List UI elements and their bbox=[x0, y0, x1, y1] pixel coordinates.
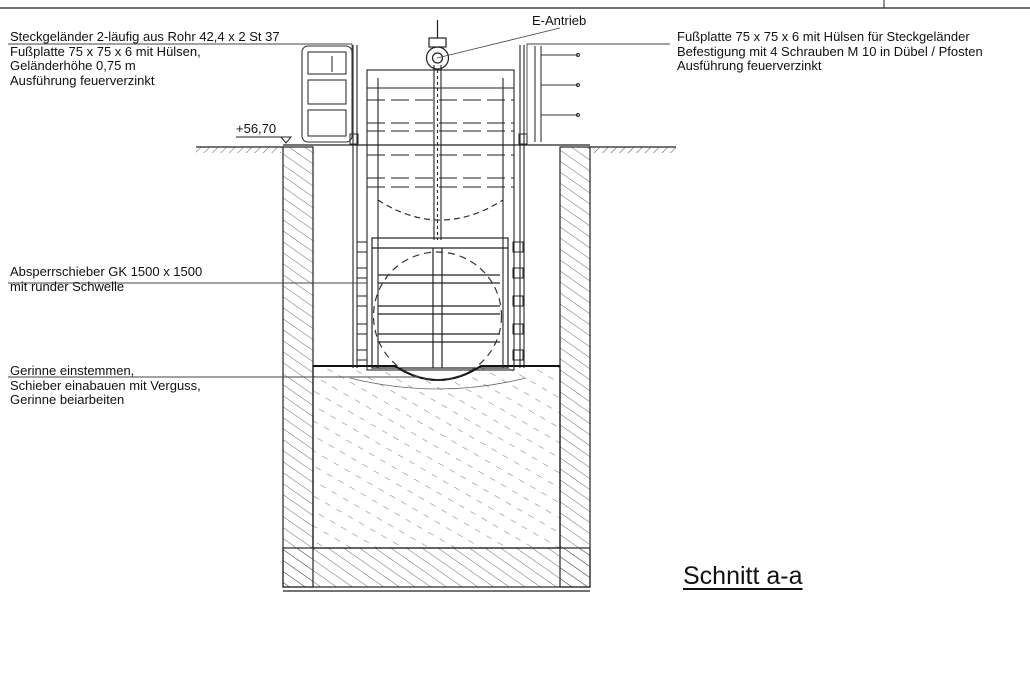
footplate-line-3: Ausführung feuerverzinkt bbox=[677, 58, 822, 73]
gate-line-1: Absperrschieber GK 1500 x 1500 bbox=[10, 264, 203, 279]
drive-unit bbox=[427, 20, 449, 69]
drive-annotation: E-Antrieb bbox=[532, 13, 587, 28]
channel-annotation bbox=[10, 364, 201, 408]
channel-line-1: Gerinne einstemmen, bbox=[10, 363, 135, 378]
gate-annotation bbox=[10, 265, 202, 294]
ground-surface-left bbox=[196, 147, 283, 153]
footplate-line-2: Befestigung mit 4 Schrauben M 10 in Dübel / Pfosten bbox=[677, 43, 983, 59]
railing-line-4: Ausführung feuerverzinkt bbox=[10, 72, 155, 88]
channel-line-3: Gerinne beiarbeiten bbox=[10, 392, 125, 407]
elevation-label: +56,70 bbox=[236, 121, 277, 136]
section-title: Schnitt a-a bbox=[683, 562, 803, 590]
elevation-marker bbox=[236, 137, 291, 143]
railing-annotation bbox=[10, 30, 280, 88]
channel-concrete bbox=[313, 366, 560, 548]
footplate-line-1: Fußplatte 75 x 75 x 6 mit Hülsen für Steckgeländer bbox=[677, 29, 970, 44]
gate-line-2: mit runder Schwelle bbox=[10, 278, 125, 294]
spindle bbox=[434, 65, 441, 240]
footplate-annotation bbox=[677, 30, 983, 74]
railing-left bbox=[302, 46, 358, 144]
railing-line-3: Geländerhöhe 0,75 m bbox=[10, 58, 136, 73]
railing-line-1: Steckgeländer 2-läufig aus Rohr 42,4 x 2 St 37 bbox=[10, 29, 280, 44]
ground-surface-right bbox=[590, 147, 676, 153]
gate-frame bbox=[353, 45, 524, 370]
railing-line-2: Fußplatte 75 x 75 x 6 mit Hülsen, bbox=[10, 43, 201, 59]
gate-plate bbox=[372, 238, 508, 380]
channel-line-2: Schieber einabauen mit Verguss, bbox=[10, 377, 201, 393]
railing-right bbox=[519, 46, 580, 144]
